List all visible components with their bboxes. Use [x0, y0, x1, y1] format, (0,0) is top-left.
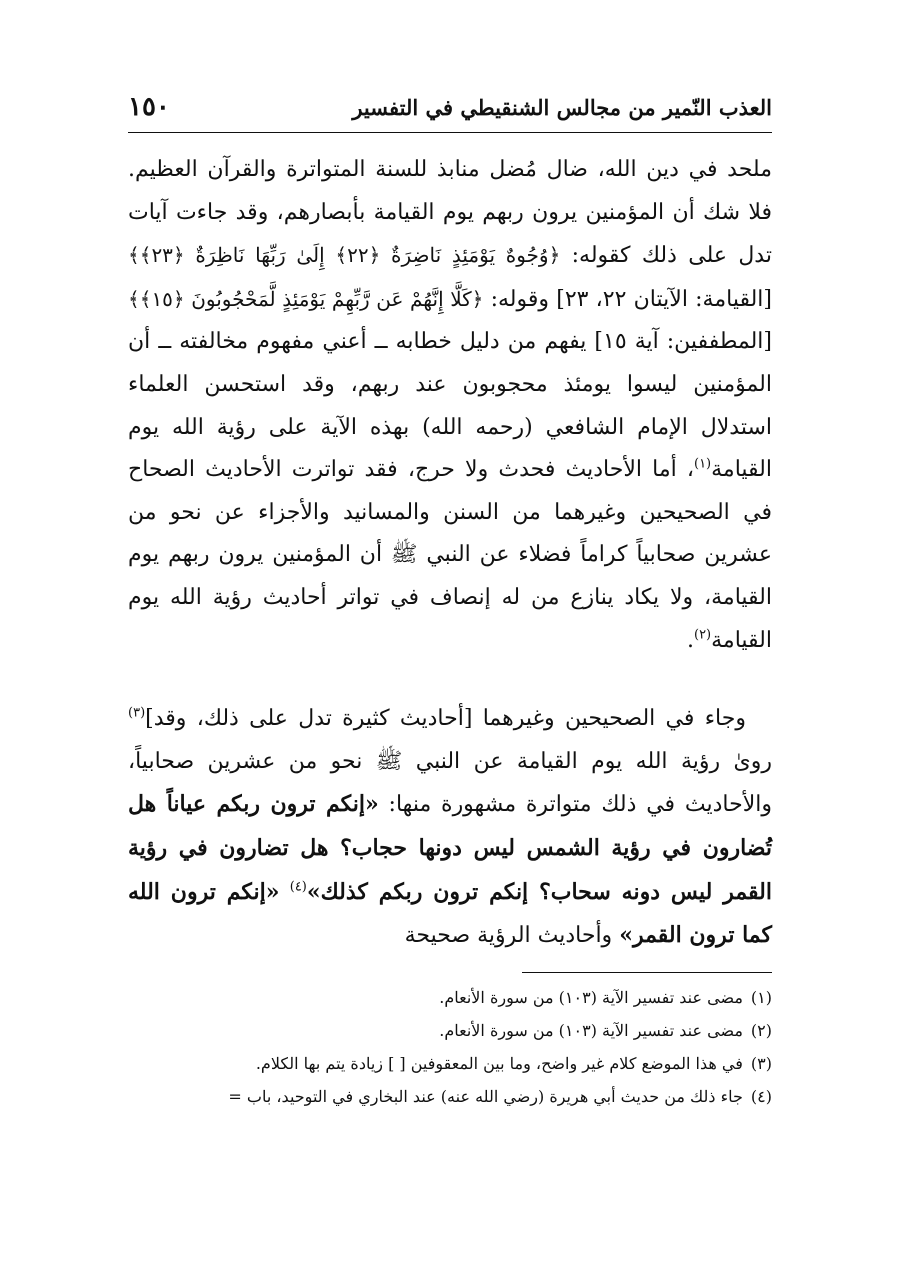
- footnote-text: مضى عند تفسير الآية (١٠٣) من سورة الأنعام.: [439, 1020, 743, 1040]
- text-segment: ، أما الأحاديث فحدث ولا حرج، فقد تواترت الأحاديث الصحاح في الصحيحين وغيرهما من السنن والمسانيد والأجزاء عن نحو من عشرين صحابياً كراماً فضلاء عن النبي ﷺ أن المؤمنين يرون ربهم يوم القيامة، ولا يكاد ينازع من له إنصاف في تواتر أحاديث رؤية الله يوم القيامة: [128, 457, 772, 653]
- running-header: [128, 92, 772, 133]
- text-segment: .: [686, 627, 694, 653]
- footnote-text: مضى عند تفسير الآية (١٠٣) من سورة الأنعام.: [439, 987, 743, 1007]
- footnote-marker: (٤): [289, 879, 307, 895]
- footnote-number: (٢): [750, 1020, 772, 1040]
- footnote-number: (٤): [750, 1086, 772, 1106]
- text-segment: [المطففين: آية ١٥] يفهم من دليل خطابه ــ أعني مفهوم مخالفته ــ أن المؤمنين ليسوا يومئذ محجوبون عند ربهم، وقد استحسن العلماء استدلال الإمام الشافعي (رحمه الله) بهذه الآية على رؤية الله يوم القيامة: [128, 329, 772, 483]
- footnote-marker: (٣): [128, 705, 146, 721]
- text-segment: [القيامة: الآيتان ٢٢، ٢٣] وقوله:: [483, 286, 773, 312]
- hadith-quote: «إنكم ترون ربكم عياناً هل تُضارون في رؤية الشمس ليس دونها حجاب؟ هل تضارون في رؤية القمر ليس دونه سحاب؟ إنكم ترون ربكم كذلك»: [128, 791, 772, 905]
- text-segment: [280, 880, 290, 905]
- paragraph-1: [128, 149, 772, 662]
- footnote-4: [128, 1082, 772, 1111]
- header-title: العذب النّمير من مجالس الشنقيطي في التفسير: [352, 95, 772, 120]
- footnote-number: (١): [750, 987, 772, 1007]
- text-segment: وأحاديث الرؤية صحيحة: [404, 923, 620, 949]
- paragraph-2: [128, 698, 772, 958]
- book-page: [128, 92, 772, 1115]
- footnote-marker: (٢): [693, 627, 712, 643]
- footnote-3: [128, 1049, 772, 1078]
- footnote-text: جاء ذلك من حديث أبي هريرة (رضي الله عنه) عند البخاري في التوحيد، باب =: [228, 1086, 743, 1106]
- text-segment: ملحد في دين الله، ضال مُضل منابذ للسنة المتواترة والقرآن العظيم. فلا شك أن المؤمنين يرون ربهم يوم القيامة بأبصارهم، وقد جاءت آيات تدل على ذلك كقوله:: [128, 157, 772, 269]
- footnotes: [128, 983, 772, 1111]
- text-segment: وجاء في الصحيحين وغيرهما [أحاديث كثيرة تدل على ذلك، وقد]: [145, 706, 746, 732]
- footnote-marker: (١): [693, 456, 712, 472]
- footnote-divider: [522, 972, 772, 973]
- main-text: [128, 149, 772, 958]
- page-number: ١٥٠: [128, 92, 170, 122]
- footnote-number: (٣): [750, 1053, 772, 1073]
- hadith-quote: «إنكم ترون الله كما ترون القمر»: [128, 878, 772, 949]
- quran-verse: ﴿كَلَّا إِنَّهُمْ عَن رَّبِّهِمْ يَوْمَئِذٍ لَّمَحْجُوبُونَ ﴿١٥﴾﴾: [128, 286, 484, 311]
- footnote-2: [128, 1016, 772, 1045]
- text-segment: روىٰ رؤية الله يوم القيامة عن النبي ﷺ نحو من عشرين صحابياً، والأحاديث في ذلك متواترة مشهورة منها:: [128, 748, 772, 818]
- footnote-1: [128, 983, 772, 1012]
- quran-verse: ﴿وُجُوهٌ يَوْمَئِذٍ نَاضِرَةٌ ﴿٢٢﴾ إِلَىٰ رَبِّهَا نَاظِرَةٌ ﴿٢٣﴾﴾: [128, 243, 561, 268]
- footnote-text: في هذا الموضع كلام غير واضح، وما بين المعقوفين [ ] زيادة يتم بها الكلام.: [255, 1053, 743, 1073]
